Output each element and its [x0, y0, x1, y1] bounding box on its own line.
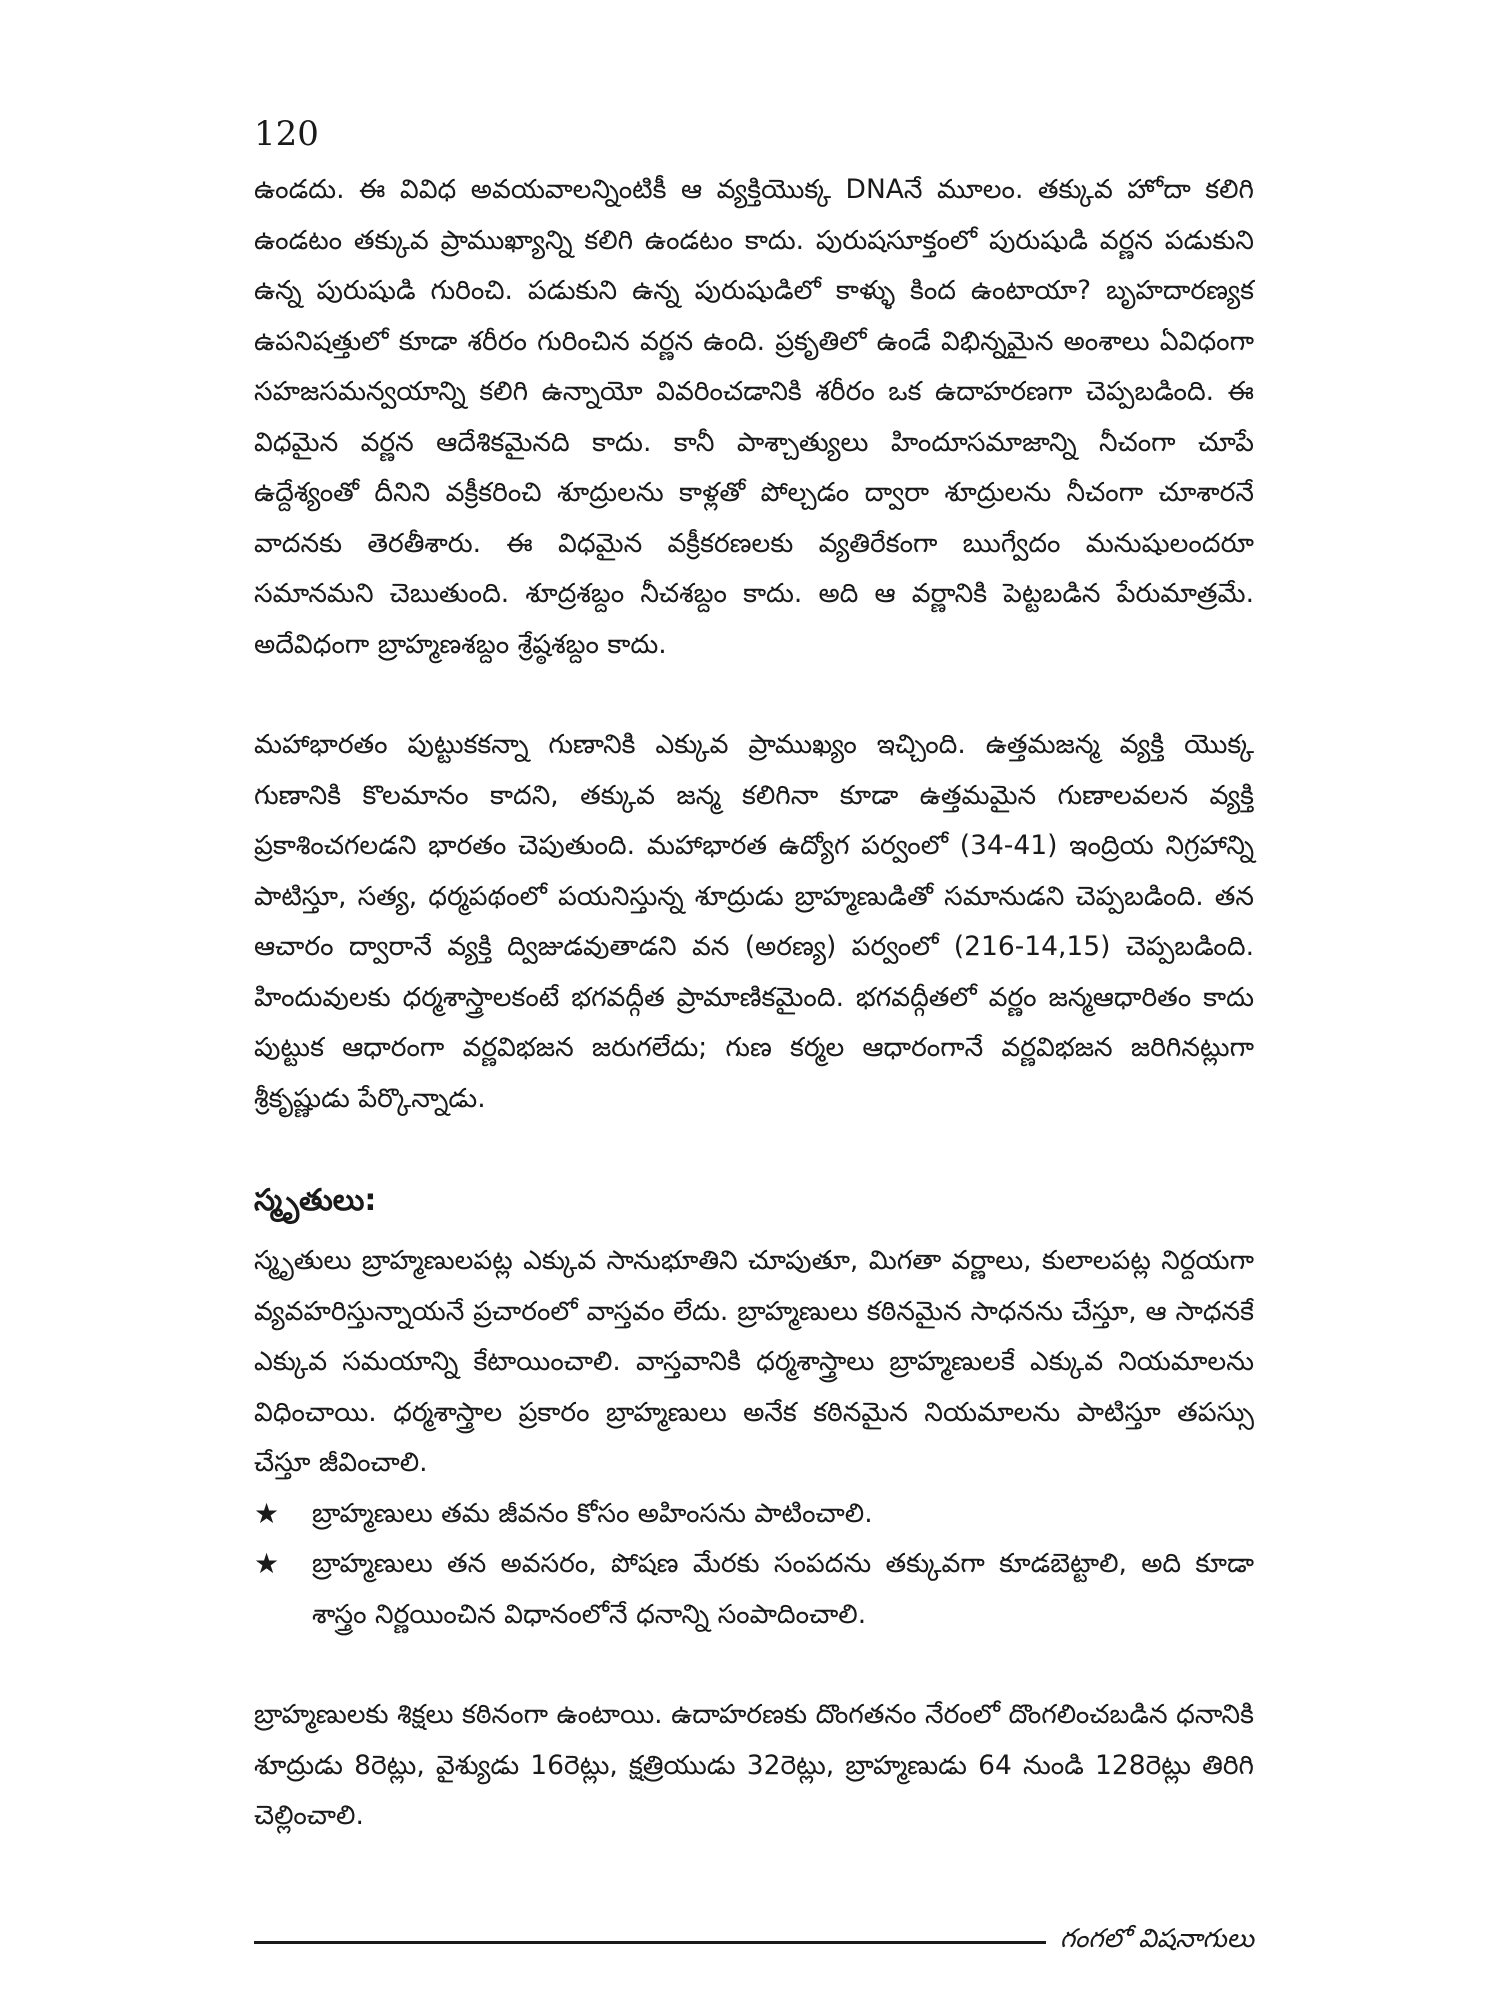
section-heading-smritulu: స్మృతులు: [254, 1183, 377, 1218]
footer-book-title: గంగలో విషనాగులు [1059, 1924, 1254, 1954]
list-item-text: బ్రాహ్మణులు తమ జీవనం కోసం అహింసను పాటించాలి. [312, 1497, 873, 1529]
footer-divider [254, 1941, 1046, 1944]
list-item-text: బ్రాహ్మణులు తన అవసరం, పోషణ మేరకు సంపదను తక్కువగా కూడబెట్టాలి, అది కూడా శాస్త్రం నిర్ణయించిన విధానంలోనే ధనాన్ని సంపాదించాలి. [312, 1548, 1254, 1630]
paragraph-punishments: బ్రాహ్మణులకు శిక్షలు కఠినంగా ఉంటాయి. ఉదాహరణకు దొంగతనం నేరంలో దొంగలించబడిన ధనానికి శూద్రుడు 8రెట్లు, వైశ్యుడు 16రెట్లు, క్షత్రియుడు 32రెట్లు, బ్రాహ్మణుడు 64 నుండి 128రెట్లు తిరిగి చెల్లించాలి. [254, 1699, 1254, 1831]
star-bullet-icon: ★ [254, 1547, 280, 1580]
page-number: 120 [254, 114, 319, 154]
paragraph-dna-body-analogy: ఉండదు. ఈ వివిధ అవయవాలన్నింటికీ ఆ వ్యక్తియొక్క DNAనే మూలం. తక్కువ హోదా కలిగి ఉండటం తక్కువ ప్రాముఖ్యాన్ని కలిగి ఉండటం కాదు. పురుషసూక్తంలో పురుషుడి వర్ణన పడుకుని ఉన్న పురుషుడి గురించి. పడుకుని ఉన్న పురుషుడిలో కాళ్ళు కింద ఉంటాయా? బృహదారణ్యక ఉపనిషత్తులో కూడా శరీరం గురించిన వర్ణన ఉంది. ప్రకృతిలో ఉండే విభిన్నమైన అంశాలు ఏవిధంగా సహజసమన్వయాన్ని కలిగి ఉన్నాయో వివరించడానికి శరీరం ఒక ఉదాహరణగా చెప్పబడింది. ఈ విధమైన వర్ణన ఆదేశికమైనది కాదు. కానీ పాశ్చాత్యులు హిందూసమాజాన్ని నీచంగా చూపే ఉద్దేశ్యంతో దీనిని వక్రీకరించి శూద్రులను కాళ్లతో పోల్చడం ద్వారా శూద్రులను నీచంగా చూశారనే వాదనకు తెరతీశారు. ఈ విధమైన వక్రీకరణలకు వ్యతిరేకంగా ఋగ్వేదం మనుషులందరూ సమానమని చెబుతుంది. శూద్రశబ్దం నీచశబ్దం కాదు. అది ఆ వర్ణానికి పెట్టబడిన పేరుమాత్రమే. అదేవిధంగా బ్రాహ్మణశబ్దం శ్రేష్ఠశబ్దం కాదు. [254, 174, 1254, 660]
paragraph-smritulu-intro: స్మృతులు బ్రాహ్మణులపట్ల ఎక్కువ సానుభూతిని చూపుతూ, మిగతా వర్ణాలు, కులాలపట్ల నిర్దయగా వ్యవహరిస్తున్నాయనే ప్రచారంలో వాస్తవం లేదు. బ్రాహ్మణులు కఠినమైన సాధనను చేస్తూ, ఆ సాధనకే ఎక్కువ సమయాన్ని కేటాయించాలి. వాస్తవానికి ధర్మశాస్త్రాలు బ్రాహ్మణులకే ఎక్కువ నియమాలను విధించాయి. ధర్మశాస్త్రాల ప్రకారం బ్రాహ్మణులు అనేక కఠినమైన నియమాలను పాటిస్తూ తపస్సు చేస్తూ జీవించాలి. [254, 1245, 1254, 1478]
page-footer [254, 1922, 1254, 1962]
rules-list [254, 1489, 1254, 1641]
page-body [254, 165, 1254, 1842]
list-item [254, 1539, 1254, 1640]
paragraph-mahabharata: మహాభారతం పుట్టుకకన్నా గుణానికి ఎక్కువ ప్రాముఖ్యం ఇచ్చింది. ఉత్తమజన్మ వ్యక్తి యొక్క గుణానికి కొలమానం కాదని, తక్కువ జన్మ కలిగినా కూడా ఉత్తమమైన గుణాలవలన వ్యక్తి ప్రకాశించగలడని భారతం చెపుతుంది. మహాభారత ఉద్యోగ పర్వంలో (34-41) ఇంద్రియ నిగ్రహాన్ని పాటిస్తూ, సత్య, ధర్మపథంలో పయనిస్తున్న శూద్రుడు బ్రాహ్మణుడితో సమానుడని చెప్పబడింది. తన ఆచారం ద్వారానే వ్యక్తి ద్విజుడవుతాడని వన (అరణ్య) పర్వంలో (216-14,15) చెప్పబడింది. హిందువులకు ధర్మశాస్త్రాలకంటే భగవద్గీత ప్రామాణికమైంది. భగవద్గీతలో వర్ణం జన్మఆధారితం కాదు పుట్టుక ఆధారంగా వర్ణవిభజన జరుగలేదు; గుణ కర్మల ఆధారంగానే వర్ణవిభజన జరిగినట్లుగా శ్రీకృష్ణుడు పేర్కొన్నాడు. [254, 729, 1254, 1114]
star-bullet-icon: ★ [254, 1496, 280, 1530]
list-item [254, 1489, 1254, 1540]
